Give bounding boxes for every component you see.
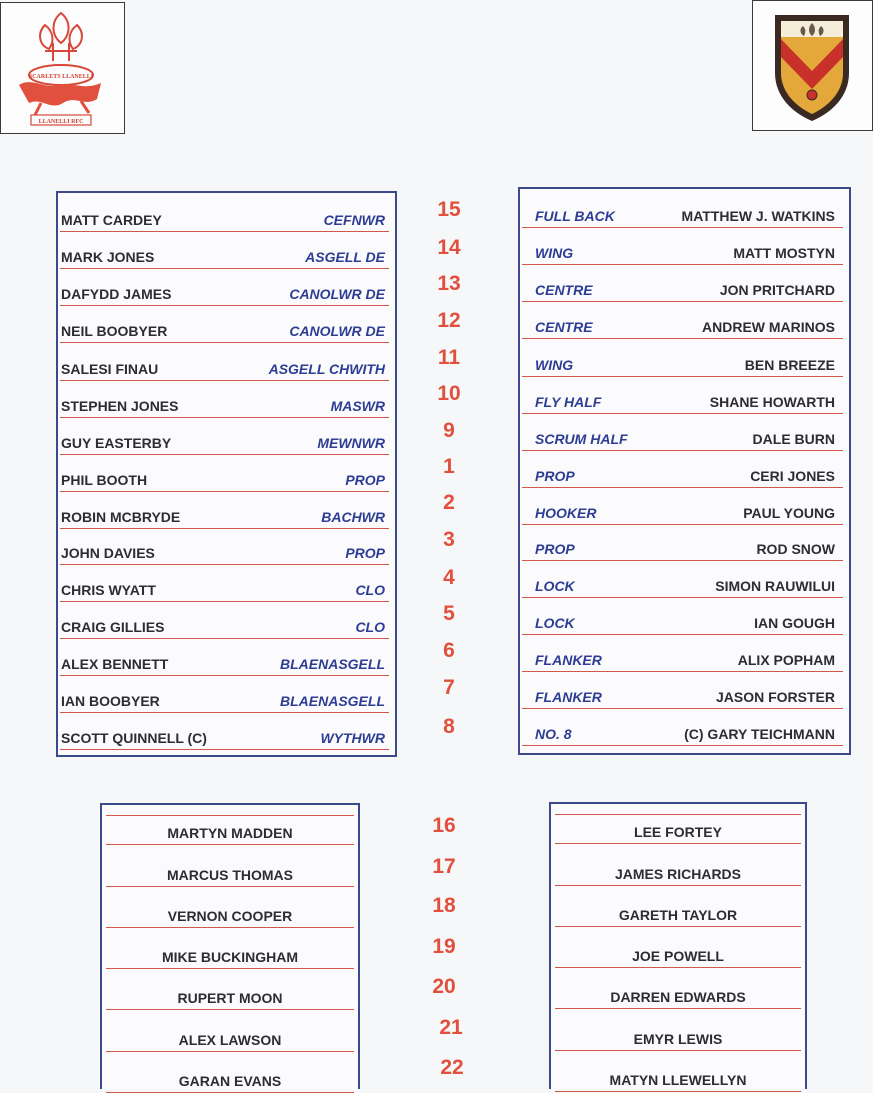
player-position: WING	[535, 357, 574, 373]
player-position: FLANKER	[535, 689, 602, 705]
list-item	[102, 888, 358, 928]
player-position: CLO	[355, 619, 385, 635]
shirt-number: 2	[443, 491, 455, 514]
table-row	[58, 713, 395, 750]
table-row	[520, 191, 849, 228]
list-item	[551, 804, 805, 844]
list-item	[102, 1012, 358, 1052]
player-name: SCOTT QUINNELL (C)	[61, 730, 207, 746]
list-item	[102, 970, 358, 1010]
row-divider	[522, 338, 843, 339]
player-position: CEFNWR	[323, 212, 385, 228]
sub-number: 19	[432, 935, 456, 958]
row-divider	[555, 926, 801, 927]
row-divider	[555, 967, 801, 968]
list-item	[551, 1052, 805, 1092]
player-name: PHIL BOOTH	[61, 472, 148, 488]
player-name: JOHN DAVIES	[61, 545, 155, 561]
player-name: MATT MOSTYN	[733, 245, 835, 261]
sub-name: DARREN EDWARDS	[610, 989, 746, 1005]
player-name: ROBIN MCBRYDE	[61, 509, 181, 525]
table-row	[58, 344, 395, 381]
home-substitutes	[100, 803, 360, 1089]
list-item	[102, 805, 358, 845]
table-row	[520, 302, 849, 339]
player-name: IAN GOUGH	[754, 615, 835, 631]
player-position: MASWR	[330, 398, 385, 414]
player-position: ASGELL DE	[305, 249, 385, 265]
table-row	[58, 455, 395, 492]
player-position: PROP	[345, 545, 385, 561]
shirt-number: 13	[437, 272, 461, 295]
sub-name: GARAN EVANS	[178, 1073, 282, 1089]
table-row	[58, 306, 395, 343]
row-divider	[106, 968, 354, 969]
player-position: PROP	[535, 541, 575, 557]
player-name: SALESI FINAU	[61, 361, 159, 377]
player-name: STEPHEN JONES	[61, 398, 179, 414]
player-position: FLANKER	[535, 652, 602, 668]
sub-name: EMYR LEWIS	[633, 1031, 723, 1047]
table-row	[58, 381, 395, 418]
player-name: MATTHEW J. WATKINS	[681, 208, 835, 224]
opponent-crest-logo	[752, 0, 873, 131]
list-item	[551, 1011, 805, 1051]
player-position: CANOLWR DE	[289, 323, 385, 339]
row-divider	[106, 1051, 354, 1052]
player-position: WYTHWR	[320, 730, 385, 746]
sub-name: ALEX LAWSON	[178, 1032, 282, 1048]
table-row	[58, 528, 395, 565]
player-name: CRAIG GILLIES	[61, 619, 165, 635]
player-name: ALEX BENNETT	[61, 656, 169, 672]
player-position: MEWNWR	[317, 435, 385, 451]
home-team-lineup	[56, 191, 397, 757]
player-position: CANOLWR DE	[289, 286, 385, 302]
player-position: BLAENASGELL	[280, 693, 385, 709]
player-name: DALE BURN	[752, 431, 835, 447]
sub-name: MARCUS THOMAS	[167, 867, 293, 883]
sub-name: MARTYN MADDEN	[167, 825, 293, 841]
shirt-number: 8	[443, 715, 455, 738]
list-item	[102, 929, 358, 969]
table-row	[58, 418, 395, 455]
away-substitutes	[549, 802, 807, 1089]
row-divider	[555, 1050, 801, 1051]
table-row	[520, 488, 849, 525]
list-item	[551, 969, 805, 1009]
row-divider	[522, 745, 843, 746]
shirt-number: 14	[437, 236, 461, 259]
sub-name: GARETH TAYLOR	[618, 907, 738, 923]
shirt-number: 15	[437, 198, 461, 221]
table-row	[58, 565, 395, 602]
player-position: FULL BACK	[535, 208, 615, 224]
player-position: PROP	[535, 468, 575, 484]
player-name: SHANE HOWARTH	[709, 394, 835, 410]
player-position: SCRUM HALF	[535, 431, 628, 447]
player-name: GUY EASTERBY	[61, 435, 172, 451]
shirt-number: 5	[443, 602, 455, 625]
row-divider	[60, 342, 389, 343]
sub-name: JOE POWELL	[632, 948, 724, 964]
player-position: CENTRE	[535, 282, 593, 298]
table-row	[520, 561, 849, 598]
player-name: DAFYDD JAMES	[61, 286, 172, 302]
table-row	[520, 598, 849, 635]
feathers-chevron-shield-icon	[753, 1, 871, 129]
table-row	[520, 524, 849, 561]
table-row	[58, 639, 395, 676]
player-position: CLO	[355, 582, 385, 598]
sub-name: VERNON COOPER	[167, 908, 293, 924]
sub-name: MIKE BUCKINGHAM	[161, 949, 299, 965]
player-position: CENTRE	[535, 319, 593, 335]
svg-text:LLANELLI RFC: LLANELLI RFC	[38, 119, 84, 125]
table-row	[520, 340, 849, 377]
player-position: BLAENASGELL	[280, 656, 385, 672]
shirt-number: 1	[443, 455, 455, 478]
player-name: (C) GARY TEICHMANN	[684, 726, 835, 742]
shirt-number: 6	[443, 639, 455, 662]
player-name: IAN BOOBYER	[61, 693, 160, 709]
player-position: HOOKER	[535, 505, 597, 521]
feathers-dragon-icon	[1, 3, 123, 132]
player-position: BACHWR	[321, 509, 385, 525]
table-row	[520, 672, 849, 709]
table-row	[58, 676, 395, 713]
row-divider	[555, 1008, 801, 1009]
player-position: LOCK	[535, 615, 575, 631]
player-name: BEN BREEZE	[744, 357, 835, 373]
shirt-number: 10	[437, 382, 461, 405]
shirt-number: 11	[437, 346, 461, 369]
sub-number: 16	[432, 814, 456, 837]
player-position: ASGELL CHWITH	[268, 361, 385, 377]
shirt-number: 4	[443, 566, 455, 589]
row-divider	[106, 844, 354, 845]
player-name: MATT CARDEY	[61, 212, 162, 228]
table-row	[520, 635, 849, 672]
sub-number: 20	[432, 975, 456, 998]
player-position: FLY HALF	[535, 394, 602, 410]
table-row	[520, 709, 849, 746]
away-team-lineup	[518, 187, 851, 755]
shirt-number: 7	[443, 676, 455, 699]
player-name: JASON FORSTER	[715, 689, 835, 705]
player-name: SIMON RAUWILUI	[715, 578, 835, 594]
shirt-number: 12	[437, 309, 461, 332]
svg-text:SCARLETS LLANELLI: SCARLETS LLANELLI	[28, 74, 94, 80]
player-name: CERI JONES	[750, 468, 835, 484]
row-divider	[60, 749, 389, 750]
shirt-number: 9	[443, 419, 455, 442]
row-divider	[555, 843, 801, 844]
player-position: WING	[535, 245, 574, 261]
table-row	[520, 228, 849, 265]
sub-name: JAMES RICHARDS	[614, 866, 741, 882]
shirt-number: 3	[443, 528, 455, 551]
list-item	[102, 1053, 358, 1093]
table-row	[520, 414, 849, 451]
row-divider	[555, 885, 801, 886]
player-name: ANDREW MARINOS	[702, 319, 835, 335]
llanelli-crest-logo	[0, 2, 125, 134]
player-name: ROD SNOW	[756, 541, 835, 557]
sub-number: 18	[432, 894, 456, 917]
table-row	[58, 602, 395, 639]
player-name: NEIL BOOBYER	[61, 323, 168, 339]
list-item	[551, 928, 805, 968]
row-divider	[555, 1091, 801, 1092]
player-position: NO. 8	[535, 726, 572, 742]
table-row	[520, 265, 849, 302]
list-item	[551, 887, 805, 927]
player-name: CHRIS WYATT	[61, 582, 156, 598]
sub-name: LEE FORTEY	[634, 824, 722, 840]
player-position: PROP	[345, 472, 385, 488]
row-divider	[106, 927, 354, 928]
sub-number: 22	[440, 1056, 464, 1079]
row-divider	[106, 1009, 354, 1010]
sub-number: 17	[432, 855, 456, 878]
table-row	[58, 195, 395, 232]
player-name: MARK JONES	[61, 249, 155, 265]
row-divider	[106, 886, 354, 887]
table-row	[520, 451, 849, 488]
player-name: PAUL YOUNG	[743, 505, 835, 521]
table-row	[520, 377, 849, 414]
list-item	[551, 846, 805, 886]
row-divider	[106, 815, 354, 816]
table-row	[58, 492, 395, 529]
table-row	[58, 269, 395, 306]
sub-name: RUPERT MOON	[177, 990, 283, 1006]
sub-number: 21	[439, 1016, 463, 1039]
player-name: ALIX POPHAM	[737, 652, 835, 668]
row-divider	[555, 814, 801, 815]
player-position: LOCK	[535, 578, 575, 594]
player-name: JON PRITCHARD	[719, 282, 835, 298]
table-row	[58, 232, 395, 269]
list-item	[102, 847, 358, 887]
sub-name: MATYN LLEWELLYN	[609, 1072, 747, 1088]
